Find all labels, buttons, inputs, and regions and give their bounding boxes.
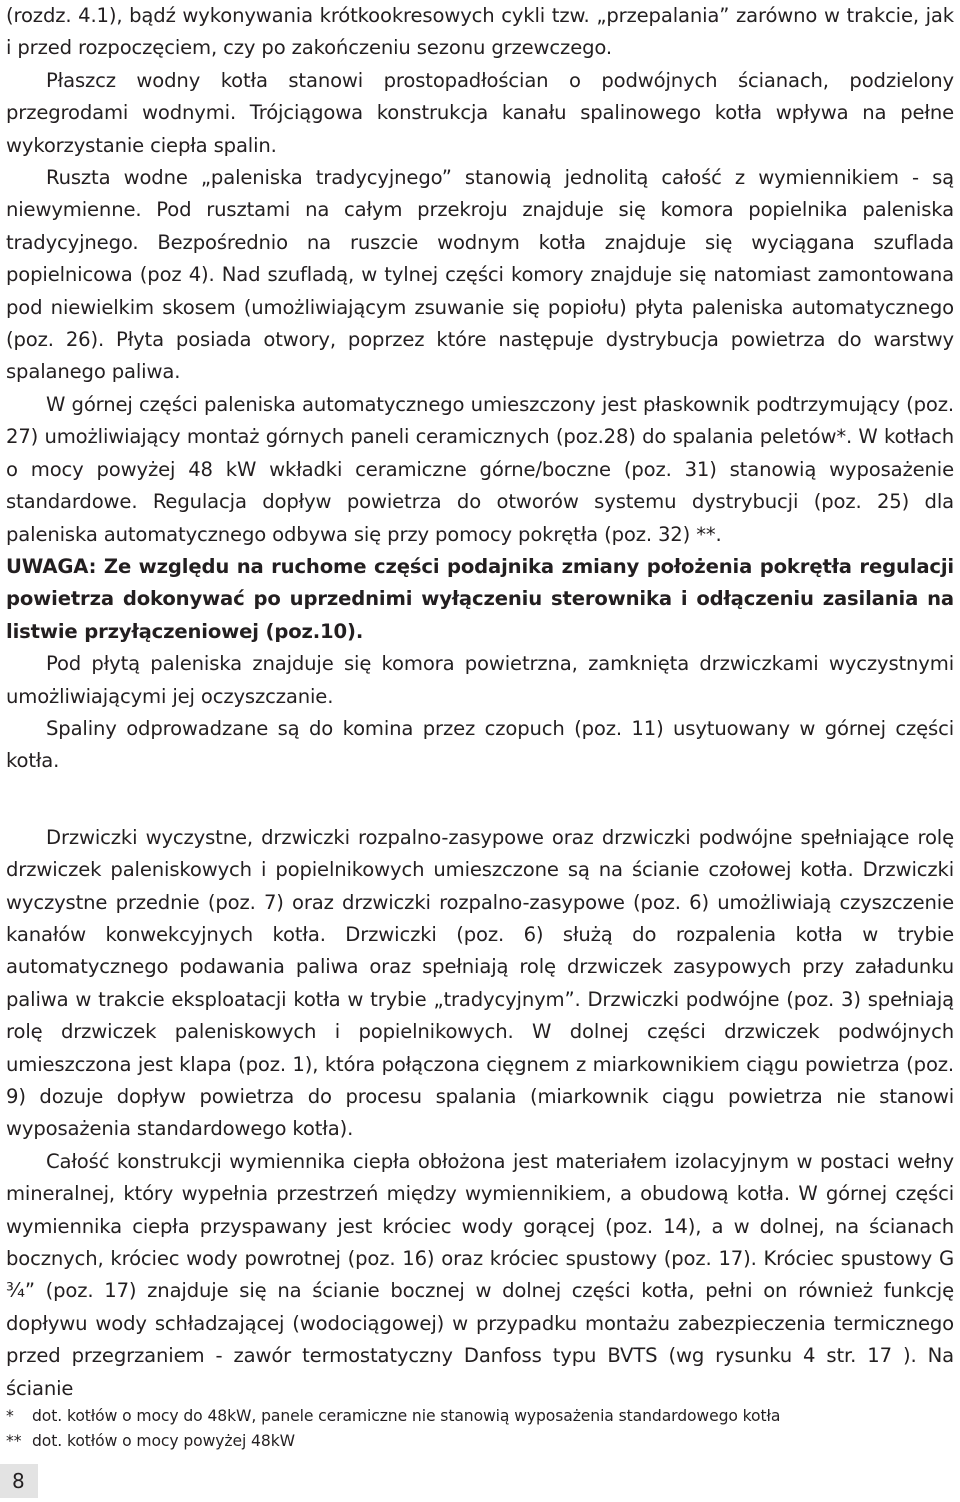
page-number: 8 xyxy=(12,1469,25,1493)
paragraph-8: Drzwiczki wyczystne, drzwiczki rozpalno-zasypowe oraz drzwiczki podwójne spełniające rolę drzwiczek paleniskowych i popielnikowych umieszczone są na ścianie czołowej kotła. Drzwiczki wyczystne przednie (poz. 7) oraz drzwiczki rozpalno-zasypowe (poz. 6) umożliwiają czyszczenie kanałów konwekcyjnych kotła. Drzwiczki (poz. 6) służą do rozpalenia kotła w trybie automatycznego podawania paliwa oraz spełniają rolę drzwiczek zasypowych przy załadunku paliwa w trakcie eksploatacji kotła w trybie „tradycyjnym”. Drzwiczki podwójne (poz. 3) spełniają rolę drzwiczek paleniskowych i popielnikowych. W dolnej części drzwiczek podwójnych umieszczona jest klapa (poz. 1), która połączona cięgnem z miarkownikiem ciągu powietrza (poz. 9) dozuje dopływ powietrza do procesu spalania (miarkownik ciągu powietrza nie stanowi wyposażenia standardowego kotła). xyxy=(6,825,954,1141)
footnote-text: dot. kotłów o mocy do 48kW, panele ceramiczne nie stanowią wyposażenia standardowego kotła xyxy=(32,1407,781,1425)
paragraph-1: Płaszcz wodny kotła stanowi prostopadłościan o podwójnych ścianach, podzielony przegrodami wodnymi. Trójciągowa konstrukcja kanału spalinowego kotła wpływa na pełne wykorzystanie ciepła spalin. xyxy=(6,68,954,157)
footnote-mark: ** xyxy=(6,1432,22,1450)
paragraph-5: Pod płytą paleniska znajduje się komora powietrzna, zamknięta drzwiczkami wyczystnymi umożliwiającymi jej oczyszczanie. xyxy=(6,652,954,708)
document-body xyxy=(6,0,954,1405)
paragraph-3: W górnej części paleniska automatycznego umieszczony jest płaskownik podtrzymujący (poz. 27) umożliwiający montaż górnych paneli ceramicznych (poz.28) do spalania peletów*. W kotłach o mocy powyżej 48 kW wkładki ceramiczne górne/boczne (poz. 31) stanowią wyposażenie standardowe. Regulacja dopływ powietrza do otworów systemu dystrybucji (poz. 25) dla paleniska automatycznego odbywa się przy pomocy pokrętła (poz. 32) **. xyxy=(6,392,954,546)
section-spacer xyxy=(6,778,954,822)
paragraph-0: (rozdz. 4.1), bądź wykonywania krótkookresowych cykli tzw. „przepalania” zarówno w trakcie, jak i przed rozpoczęciem, czy po zakończeniu sezonu grzewczego. xyxy=(6,4,954,60)
paragraph-6: Spaliny odprowadzane są do komina przez czopuch (poz. 11) usytuowany w górnej części kotła. xyxy=(6,716,954,773)
paragraph-2: Ruszta wodne „paleniska tradycyjnego” stanowią jednolitą całość z wymiennikiem - są niewymienne. Pod rusztami na całym przekroju znajduje się komora popielnika paleniska tradycyjnego. Bezpośrednio na ruszcie wodnym kotła znajduje się wyciągana szuflada popielnicowa (poz 4). Nad szufladą, w tylnej części komory znajduje się natomiast zamontowana pod niewielkim skosem (umożliwiającym zsuwanie się popiołu) płyta paleniska automatycznego (poz. 26). Płyta posiada otwory, poprzez które następuje dystrybucja powietrza do warstwy spalanego paliwa. xyxy=(6,166,954,384)
footnote-2 xyxy=(6,1429,954,1454)
footnotes xyxy=(6,1404,954,1454)
paragraph-9: Całość konstrukcji wymiennika ciepła obłożona jest materiałem izolacyjnym w postaci wełny mineralnej, który wypełnia przestrzeń między wymiennikiem, a obudową kotła. W górnej części wymiennika ciepła przyspawany jest króciec wody gorącej (poz. 14), a w dolnej, na ścianach bocznych, króciec wody powrotnej (poz. 16) oraz króciec spustowy (poz. 17). Króciec spustowy G ¾” (poz. 17) znajduje się na ścianie bocznej w dolnej części kotła, pełni on również funkcję dopływu wody schładzającej (wodociągowej) w przypadku montażu zabezpieczenia termicznego przed przegrzaniem - zawór termostatyczny Danfoss typu BVTS (wg rysunku 4 str. 17 ). Na ścianie xyxy=(6,1149,954,1400)
footnote-mark: * xyxy=(6,1407,14,1425)
warning-paragraph: UWAGA: Ze względu na ruchome części podajnika zmiany położenia pokrętła regulacji powietrza dokonywać po uprzednimi wyłączeniu sterownika i odłączeniu zasilania na listwie przyłączeniowej (poz.10). xyxy=(6,554,954,643)
footnote-1 xyxy=(6,1404,954,1429)
footnote-text: dot. kotłów o mocy powyżej 48kW xyxy=(32,1432,295,1450)
